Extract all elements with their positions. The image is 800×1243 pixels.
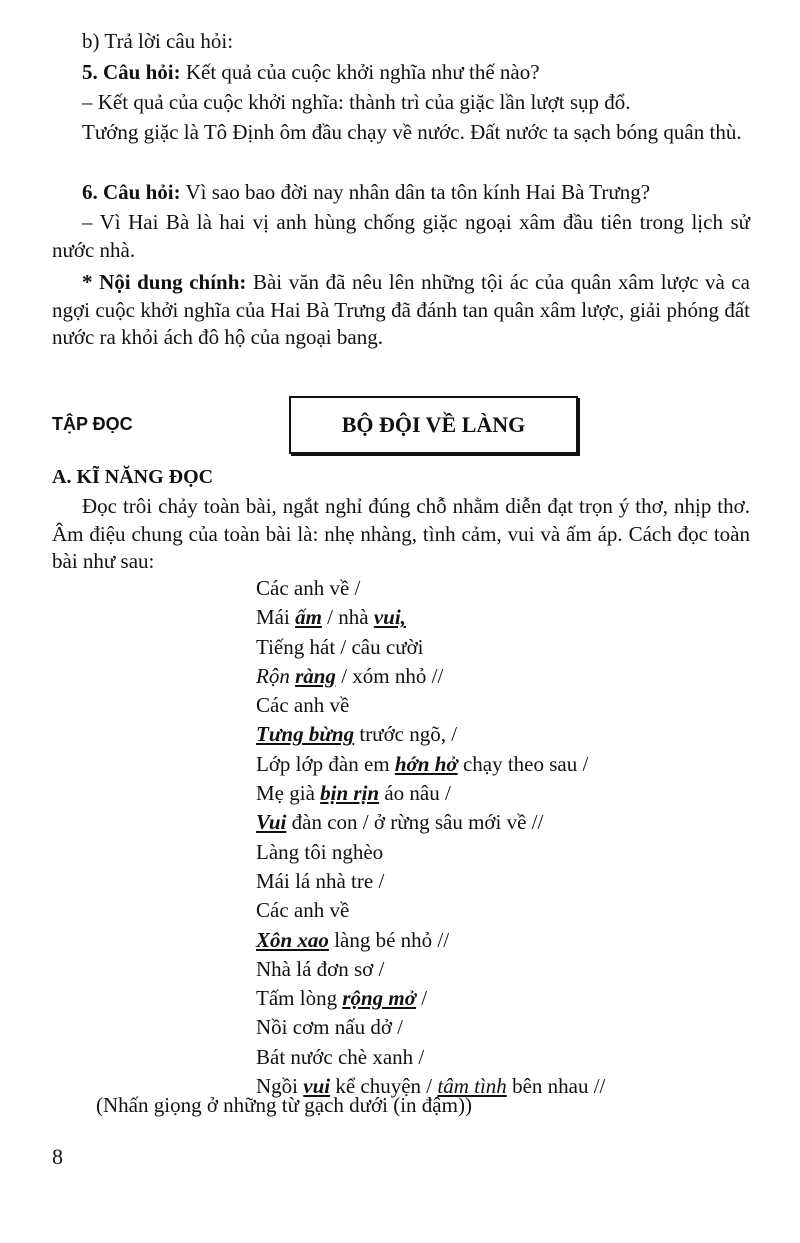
poem-text: Mái lá nhà tre /: [256, 868, 385, 893]
answer-5-line-2: Tướng giặc là Tô Định ôm đầu chạy về nước. Đất nước ta sạch bóng quân thù.: [82, 120, 742, 144]
emphasized-word: ràng: [295, 663, 336, 688]
poem-line: [256, 1043, 605, 1072]
poem-text: Tiếng hát / câu cười: [256, 634, 424, 659]
poem-text: bên nhau //: [506, 1074, 606, 1099]
poem-text: chạy theo sau /: [457, 751, 589, 776]
poem-line: [256, 984, 605, 1013]
poem-line: [256, 1013, 605, 1042]
poem-text: Bát nước chè xanh /: [256, 1044, 425, 1069]
poem-line: [256, 955, 605, 984]
poem-text: Lớp lớp đàn em: [256, 751, 395, 776]
section-label: TẬP ĐỌC: [52, 414, 133, 434]
poem-text: Tấm lòng: [256, 986, 343, 1011]
poem-text: / xóm nhỏ //: [335, 663, 444, 688]
poem-text: Các anh về: [256, 693, 350, 718]
emphasis-note: (Nhấn giọng ở những từ gạch dưới (in đậm)): [96, 1093, 472, 1117]
page-number: 8: [52, 1144, 63, 1169]
poem-line: [256, 662, 605, 691]
emphasized-word: vui: [303, 1074, 331, 1099]
emphasized-word: ấm: [295, 605, 322, 630]
heading-reading-skills: A. KĨ NĂNG ĐỌC: [52, 466, 214, 488]
emphasized-word: hớn hở: [394, 751, 458, 776]
poem-line: [256, 633, 605, 662]
emphasized-word: rộng mở: [342, 986, 417, 1011]
poem-line: [256, 574, 605, 603]
poem-line: [256, 779, 605, 808]
question-5-text: Kết quả của cuộc khởi nghĩa như thế nào?: [180, 60, 540, 84]
emphasized-word: Xôn xao: [256, 927, 329, 952]
emphasized-word: vui,: [373, 605, 406, 630]
poem-text: Ngồi: [256, 1074, 304, 1099]
poem-text: làng bé nhỏ //: [328, 927, 450, 952]
poem-line: [256, 691, 605, 720]
poem-text: kể chuyện /: [330, 1074, 438, 1099]
answer-intro: b) Trả lời câu hỏi:: [82, 29, 234, 53]
poem-line: [256, 838, 605, 867]
main-content-text: Bài văn đã nêu lên những tội ác của quân xâm lược và ca ngợi cuộc khởi nghĩa của Hai Bà Trưng đã đánh tan quân xâm lược, giải phóng đất nước ra khỏi ách đô hộ của ngoại bang.: [52, 270, 750, 349]
poem-line: [256, 603, 605, 632]
poem-line: [256, 896, 605, 925]
poem-line: [256, 926, 605, 955]
poem-text: Mái: [256, 605, 296, 630]
emphasized-word: tâm tình: [437, 1074, 507, 1099]
poem-text: Nồi cơm nấu dở /: [256, 1015, 404, 1040]
question-6-text: Vì sao bao đời nay nhân dân ta tôn kính Hai Bà Trưng?: [180, 180, 651, 204]
emphasized-word: Rộn: [256, 663, 290, 688]
poem: [256, 574, 605, 1101]
poem-text: Nhà lá đơn sơ /: [256, 956, 385, 981]
main-content: [52, 269, 750, 352]
answer-6: – Vì Hai Bà là hai vị anh hùng chống giặc ngoại xâm đầu tiên trong lịch sử nước nhà.: [52, 210, 750, 262]
reading-intro: Đọc trôi chảy toàn bài, ngắt nghỉ đúng chỗ nhằm diễn đạt trọn ý thơ, nhịp thơ. Âm điệu chung của toàn bài là: nhẹ nhàng, tình cảm, vui và ấm áp. Cách đọc toàn bài như sau:: [52, 494, 750, 573]
lesson-title-box: [289, 396, 578, 454]
poem-text: /: [416, 986, 428, 1011]
poem-line: [256, 867, 605, 896]
question-6-label: 6. Câu hỏi:: [82, 180, 181, 204]
question-6: [52, 179, 750, 207]
lesson-title: BỘ ĐỘI VỀ LÀNG: [341, 412, 526, 437]
emphasized-word: Tưng bừng: [256, 722, 355, 747]
poem-line: [256, 808, 605, 837]
poem-text: Mẹ già: [256, 781, 321, 806]
emphasized-word: bịn rịn: [320, 781, 380, 806]
poem-text: / nhà: [321, 605, 374, 630]
poem-text: Các anh về /: [256, 576, 361, 600]
emphasized-word: Vui: [256, 810, 287, 835]
question-5-label: 5. Câu hỏi:: [82, 60, 181, 84]
poem-line: [256, 750, 605, 779]
poem-line: [256, 720, 605, 749]
poem-text: Làng tôi nghèo: [256, 839, 384, 864]
question-5: [52, 59, 750, 87]
poem-text: áo nâu /: [379, 781, 451, 806]
poem-text: đàn con / ở rừng sâu mới về //: [286, 810, 544, 835]
poem-text: trước ngõ, /: [354, 722, 458, 747]
poem-text: Các anh về: [256, 898, 350, 923]
main-content-label: * Nội dung chính:: [82, 270, 247, 294]
answer-5-line-1: – Kết quả của cuộc khởi nghĩa: thành trì của giặc lần lượt sụp đổ.: [82, 90, 631, 114]
